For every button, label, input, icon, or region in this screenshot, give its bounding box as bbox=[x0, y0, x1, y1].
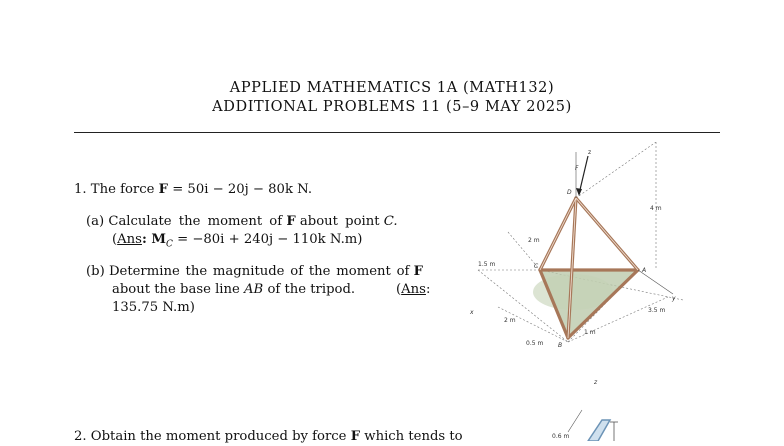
label-B: B bbox=[558, 342, 563, 349]
label-2m-top: 2 m bbox=[528, 237, 540, 244]
force-value: = 50i − 20j − 80k N. bbox=[172, 182, 313, 197]
problem-2-number: 2. bbox=[74, 429, 87, 444]
part-b-line2 bbox=[112, 281, 355, 299]
part-b-paren: ( bbox=[396, 282, 402, 297]
header-subtitle: ADDITIONAL PROBLEMS 11 (5–9 MAY 2025) bbox=[212, 99, 572, 115]
part-a-ans-rest: = −80i + 240j − 110k N.m) bbox=[172, 232, 363, 247]
part-a-line1 bbox=[86, 213, 398, 231]
part-b-ans-colon: : bbox=[425, 282, 431, 297]
label-1m: 1 m bbox=[584, 329, 596, 336]
problem-2-statement bbox=[74, 428, 463, 446]
problem-2-text-end: which tends to bbox=[364, 429, 463, 444]
label-4m: 4 m bbox=[650, 205, 662, 212]
problem-2-force: F bbox=[350, 429, 361, 444]
part-a-force: F bbox=[286, 214, 296, 229]
part-b-force: F bbox=[413, 264, 424, 279]
problem-2-figure bbox=[540, 370, 640, 441]
part-a-text-end: about point bbox=[299, 214, 380, 229]
part-b-line-ab: AB bbox=[244, 282, 264, 297]
label-x: x bbox=[470, 309, 474, 316]
problem-1-statement bbox=[74, 181, 312, 199]
problem-1-intro: The force bbox=[90, 182, 155, 197]
part-a-ans-sub: C bbox=[166, 239, 173, 250]
force-arrowhead bbox=[576, 188, 582, 196]
problem-1-number: 1. bbox=[74, 182, 87, 197]
tripod-figure bbox=[458, 142, 698, 357]
part-b-answer: 135.75 N.m) bbox=[112, 300, 195, 315]
label-C: C bbox=[534, 263, 539, 270]
part-b-ans-open bbox=[396, 281, 430, 299]
part-b-ans-label: Ans bbox=[401, 282, 426, 297]
label-D: D bbox=[567, 189, 572, 196]
header-title: APPLIED MATHEMATICS 1A (MATH132) bbox=[229, 80, 555, 96]
force-arrow bbox=[579, 156, 588, 194]
label-A: A bbox=[642, 267, 647, 274]
part-a-text: Calculate the moment of bbox=[108, 214, 283, 229]
label-y: y bbox=[672, 295, 676, 302]
label-z: z bbox=[588, 149, 592, 156]
part-b-text2-end: of the tripod. bbox=[267, 282, 356, 297]
label-3-5m: 3.5 m bbox=[648, 307, 666, 314]
part-a-ans-m: : M bbox=[141, 232, 167, 247]
part-b-text: Determine the magnitude of the moment of bbox=[108, 264, 410, 279]
fig2-label-0-6m: 0.6 m bbox=[552, 433, 570, 440]
part-b-line1 bbox=[86, 263, 423, 281]
header-rule bbox=[74, 132, 720, 133]
force-symbol: F bbox=[158, 182, 168, 197]
fig2-frame bbox=[588, 420, 610, 441]
fig2-label-z: z bbox=[594, 379, 598, 386]
part-b-label: (b) bbox=[86, 264, 105, 279]
label-2m-bottom: 2 m bbox=[504, 317, 516, 324]
part-a-point: C. bbox=[383, 214, 398, 229]
fig2-dim-line bbox=[568, 410, 582, 432]
part-b-text2: about the base line bbox=[112, 282, 240, 297]
part-a-label: (a) bbox=[86, 214, 105, 229]
label-F: F bbox=[575, 165, 579, 172]
part-a-ans-label: Ans bbox=[117, 232, 142, 247]
label-1-5m: 1.5 m bbox=[478, 261, 496, 268]
problem-2-text: Obtain the moment produced by force bbox=[90, 429, 347, 444]
label-0-5m: 0.5 m bbox=[526, 340, 544, 347]
part-a-answer: (Ans: $M_C = -80i + 240j - 110k$ N.m) bbox=[112, 232, 363, 250]
